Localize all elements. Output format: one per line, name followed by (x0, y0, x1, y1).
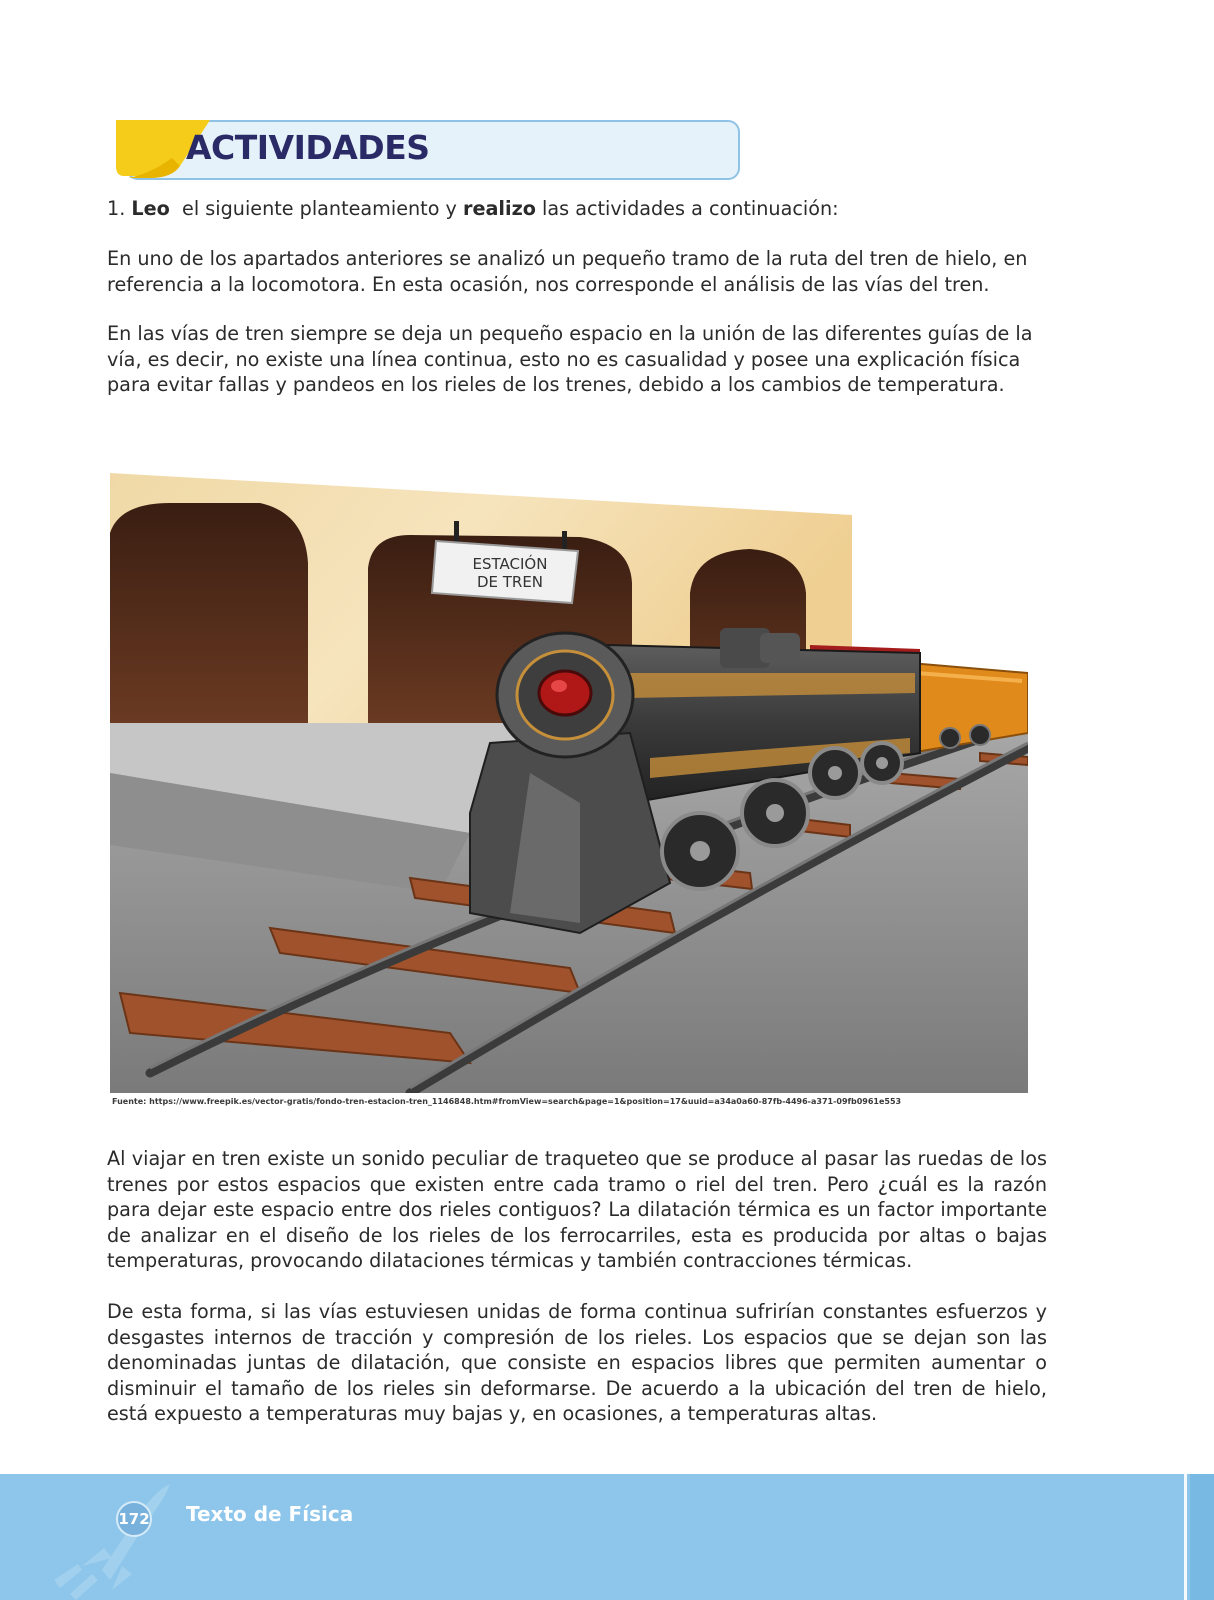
instruction-mid: el siguiente planteamiento y (169, 197, 463, 220)
activity-number: 1. (107, 197, 126, 220)
verb-realizo: realizo (463, 197, 536, 220)
page-footer (0, 1474, 1214, 1600)
sign-line-2: DE TREN (476, 573, 544, 591)
page-number-badge (116, 1501, 152, 1537)
paragraph-1: En uno de los apartados anteriores se analizó un pequeño tramo de la ruta del tren de hielo, en referencia a la locomotora. En esta ocasión, nos corresponde el análisis de las vías del tren. (107, 247, 1028, 296)
footer-edge (1190, 1474, 1214, 1600)
train-station-illustration (110, 473, 1028, 1093)
paragraph-3: Al viajar en tren existe un sonido peculiar de traqueteo que se produce al pasar las ruedas de los trenes por estos espacios que existen entre cada tramo o riel del tren. Pero ¿cuál es la razón para dejar este espacio entre dos rieles contiguos? La dilatación térmica es un factor importante de analizar en el diseño de los rieles de los ferrocarriles, esta es producida por altas o bajas temperaturas, provocando dilataciones térmicas y también contracciones térmicas. (107, 1147, 1047, 1272)
verb-leo: Leo (131, 197, 170, 220)
footer-divider (1184, 1474, 1187, 1600)
page-title: ACTIVIDADES (186, 128, 430, 167)
arch-left (110, 503, 308, 723)
rocket-icon (52, 1470, 172, 1600)
activity-instruction (107, 196, 1047, 222)
image-source: Fuente: https://www.freepik.es/vector-gratis/fondo-tren-estacion-tren_1146848.htm#fromView=search&page=1&position=17&uuid=a34a0a60-87fb-4496-a371-09fb0961e553 (112, 1097, 902, 1106)
instruction-end: las actividades a continuación: (535, 197, 839, 220)
page-number: 172 (118, 1510, 150, 1528)
paragraph-2: En las vías de tren siempre se deja un pequeño espacio en la unión de las diferentes guías de la vía, es decir, no existe una línea continua, esto no es casualidad y posee una explicación física para evitar fallas y pandeos en los rieles de los trenes, debido a los cambios de temperatura. (107, 322, 1033, 396)
sign-line-1: ESTACIÓN (472, 555, 548, 573)
paragraph-4: De esta forma, si las vías estuviesen unidas de forma continua sufrirían constantes esfuerzos y desgastes internos de tracción y compresión de los rieles. Los espacios que se dejan son las denominadas juntas de dilatación, que consiste en espacios libres que permiten aumentar o disminuir el tamaño de los rieles sin deformarse. De acuerdo a la ubicación del tren de hielo, está expuesto a temperaturas muy bajas y, en ocasiones, a temperaturas altas. (107, 1300, 1047, 1425)
book-title: Texto de Física (186, 1502, 354, 1526)
activities-banner (110, 120, 738, 178)
